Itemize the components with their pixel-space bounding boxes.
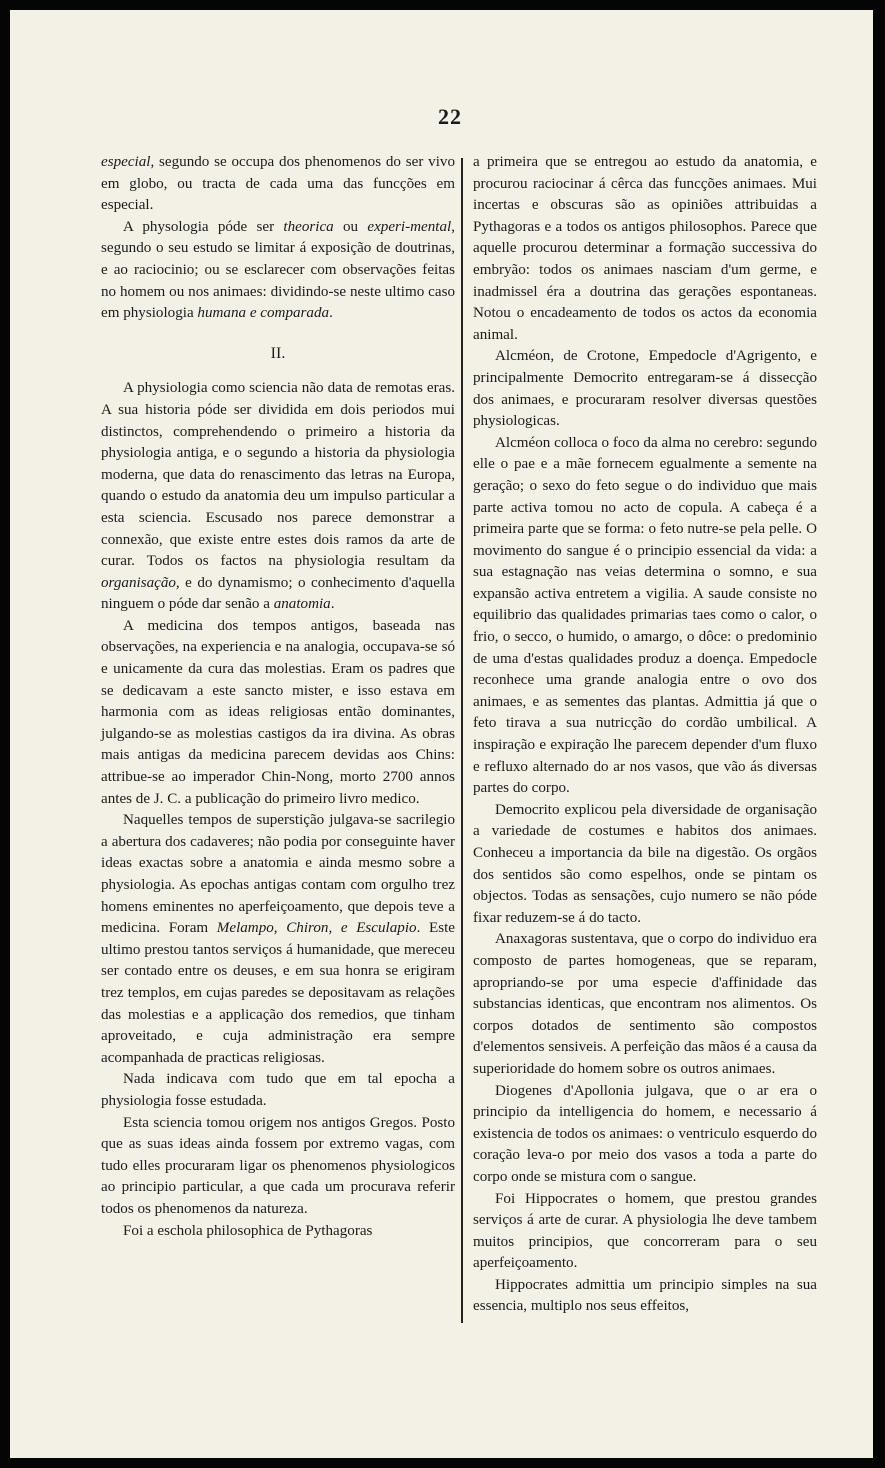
paragraph: Esta sciencia tomou origem nos antigos Gregos. Posto que as suas ideas ainda fossem por extremo vagas, com tudo elles procuraram ligar os phenomenos physiologicos ao principio particular, a que cada um procurava referir todos os phenomenos da natureza. [101, 1114, 455, 1217]
paragraph-text: Naquelles tempos de superstição julgava-se sacrilegio a abertura dos cadaveres; não podia por conseguinte haver ideas exactas sobre a anatomia e ainda mesmo sobre a physiologia. As epochas antigas contam com orgulho trez homens eminentes no aperfeiçoamento, que depois teve a medicina. Foram [101, 812, 455, 937]
paragraph: Alcméon, de Crotone, Empedocle d'Agrigento, e principalmente Democrito entregaram-se á dissecção dos animaes, e procuraram resolver diversas questões physiologicas. [473, 348, 817, 430]
column-divider [461, 158, 463, 1323]
paragraph-text: , e do dynamismo; o conhecimento d'aquella ninguem o póde dar senão a [101, 574, 455, 613]
paragraph-text: A physiologia como sciencia não data de remotas eras. A sua historia póde ser dividida em dois periodos mui distinctos, comprehendendo o primeiro a historia da physiologia antiga, e o segundo a historia da physiologia moderna, que data do renascimento das letras na Europa, quando o estudo da anatomia deu um impulso particular a esta sciencia. Escusado nos parece demonstrar a connexão, que existe entre estes dois ramos da arte de curar. Todos os factos na physiologia resultam da [101, 380, 455, 570]
paragraph-text: , segundo o seu estudo se limitar á exposição de doutrinas, e ao raciocinio; ou se esclarecer com observações feitas no homem ou nos animaes: dividindo-se neste ultimo caso em physiologia [101, 218, 455, 322]
paragraph: Alcméon colloca o foco da alma no cerebro: segundo elle o pae e a mãe fornecem egualmente a semente na geração; o sexo do feto segue o do individuo que mais parte activa tomou no acto de copula. A cabeça é a primeira parte que se forma: o feto nutre-se pela pelle. O movimento do sangue é o principio essencial da vida: a sua estagnação nas veias determina o somno, e sua expansão activa entretem a vigilia. A saude consiste no equilibrio das qualidades primarias taes como o calor, o frio, o secco, o humido, o amargo, o dôce: o predominio de uma d'estas qualidades produz a doença. Empedocle reconhece uma grande analogia entre o ovo dos animaes, e as sementes das plantas. Admittia já que o feto tirava a sua nutricção do cordão umbilical. A inspiração e expiração lhe parecem depender d'um fluxo e refluxo alternado do ar nos vasos, que vão ás diversas partes do corpo. [473, 434, 817, 797]
italic-term: especial [101, 154, 151, 170]
paragraph-text: . [330, 596, 335, 613]
paragraph-text: ou [333, 218, 368, 235]
paragraph: Foi a eschola philosophica de Pythagoras [123, 1222, 373, 1239]
paragraph-text: . Este ultimo prestou tantos serviços á humanidade, que mereceu ser contado entre os deuses, e em sua honra se erigiram trez templos, em cujas paredes se depositavam as relações das molestias e a applicação dos remedios, que tinham aproveitado, e cuja administração era sempre acompanhada de practicas religiosas. [101, 920, 455, 1066]
paragraph: A medicina dos tempos antigos, baseada nas observações, na experiencia e na analogia, occupava-se só e unicamente da cura das molestias. Eram os padres que se dedicavam a este sancto mister, e isso estava em harmonia com as ideas religiosas então dominantes, julgando-se as molestias castigos da ira divina. As obras mais antigas da medicina parecem devidas aos Chins: attribue-se ao imperador Chin-Nong, morto 2700 annos antes de J. C. a publicação do primeiro livro medico. [101, 617, 455, 807]
paragraph: a primeira que se entregou ao estudo da anatomia, e procurou raciocinar á cêrca das funcções animaes. Mui incertas e obscuras são as opiniões attribuidas a Pythagoras e a todos os antigos philosophos. Parece que aquelle procurou determinar a formação successiva do embryão: todos os animaes nasciam d'um germe, e inadmissel éra a doutrina das gerações espontaneas. Notou o encadeamento de todos os actos da economia animal. [473, 154, 817, 343]
italic-term: theorica [283, 218, 334, 235]
paragraph: Foi Hippocrates o homem, que prestou grandes serviços á arte de curar. A physiologia lhe deve tambem muitos principios, que concorreram para o seu aperfeiçoamento. [473, 1190, 817, 1272]
paragraph-text: A physologia póde ser [123, 218, 284, 235]
paragraph: Anaxagoras sustentava, que o corpo do individuo era composto de partes homogeneas, que se reparam, apropriando-se por uma especie d'affinidade das substancias identicas, que encontram nos alimentos. Os corpos dotados de sentimento são compostos d'elementos sensiveis. A perfeição das mãos é a causa da superioridade do homem sobre os outros animaes. [473, 931, 817, 1077]
paragraph: Hippocrates admittia um principio simples na sua essencia, multiplo nos seus effeitos, [473, 1276, 817, 1315]
section-heading: II. [270, 344, 286, 362]
paragraph: Nada indicava com tudo que em tal epocha a physiologia fosse estudada. [101, 1071, 455, 1109]
paragraph [101, 810, 455, 1069]
italic-term: anatomia [273, 596, 331, 613]
italic-term: humana e comparada [197, 305, 330, 322]
page-number: 22 [438, 104, 462, 129]
paragraph-text: . [329, 305, 333, 322]
paragraph: Democrito explicou pela diversidade de organisação a variedade de costumes e habitos dos animaes. Conheceu a importancia da bile na digestão. Os orgãos dos sentidos são como espelhos, onde se pintam os objectos. Todas as sensações, cujo numero se não póde fixar reduzem-se á do tacto. [473, 801, 817, 926]
paragraph [101, 217, 455, 325]
italic-term: Melampo, Chiron, e Esculapio [216, 920, 417, 937]
right-column [473, 152, 817, 1318]
paragraph: Diogenes d'Apollonia julgava, que o ar era o principio da intelligencia do homem, e necessario á existencia de todos os animaes: o ventriculo esquerdo do coração leva-o por meio dos vasos a toda a parte do corpo onde se mistura com o sangue. [473, 1082, 817, 1185]
paragraph [101, 378, 455, 616]
italic-term: experi-mental [367, 218, 452, 235]
paragraph-text: , segundo se occupa dos phenomenos do ser vivo em globo, ou tracta de cada uma das funcções em especial. [101, 154, 455, 214]
italic-term: organisação [101, 574, 176, 591]
paragraph [101, 152, 455, 217]
left-column [101, 152, 455, 1242]
